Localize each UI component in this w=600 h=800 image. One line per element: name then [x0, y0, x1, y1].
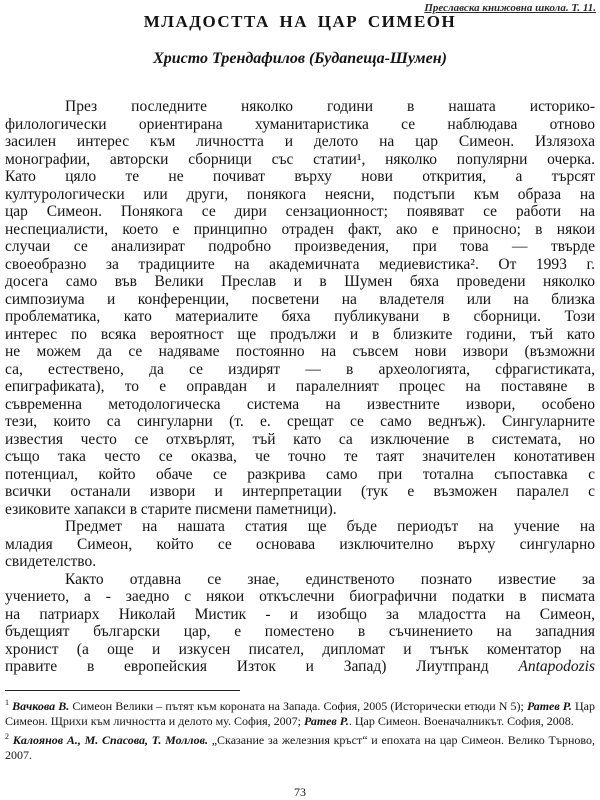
body-line-text: цар Симеон. Понякога се дири сензационност; появяват се работи на — [5, 203, 595, 220]
body-line — [5, 203, 595, 221]
body-line-text: учението, а - заедно с някои откъслечни биографични податки в писмата — [5, 588, 595, 605]
cited-author: Вачкова В. — [12, 699, 70, 713]
body-line-text: също така често се оказва, че точно те таят значителен конотативен — [5, 448, 595, 465]
footnotes — [5, 695, 595, 763]
cited-author: Ратев Р. — [304, 714, 349, 728]
article-title: МЛАДОСТТА НА ЦАР СИМЕОН — [143, 12, 457, 31]
body-line — [5, 343, 595, 361]
footnote-2 — [5, 729, 595, 763]
body-line — [5, 378, 595, 396]
body-line-text: всички останали извори и интерпретации (тук е възможен паралел с — [5, 483, 595, 500]
body-line-text: правите в европейския Изток и Запад) Лиутпранд — [5, 658, 489, 675]
body-line — [5, 256, 595, 274]
body-line-text: случаи се анализират подробно произведения, при това — твърде — [5, 238, 595, 255]
body-line-text: свидетелство. — [5, 553, 97, 570]
body-line-text: филологически ориентирана хуманитаристика се наблюдава отново — [5, 115, 595, 133]
body-line — [5, 291, 595, 309]
body-line-text: младия Симеон, който се основава изключително върху сингуларно — [5, 535, 595, 553]
footnote-number: 2 — [5, 732, 9, 741]
body-line-text: Предмет на нашата статия ще бъде периодът на учение на — [65, 518, 595, 535]
body-line — [5, 483, 595, 501]
body-line — [5, 466, 595, 484]
body-line — [5, 98, 595, 116]
body-line — [5, 186, 595, 204]
body-line-text: съвременна методологическа система на известните извори, особено — [5, 395, 595, 413]
body-line — [5, 553, 595, 571]
cited-author: Калоянов А., М. Спасова, Т. Моллов. — [12, 733, 208, 747]
body-line-text: потенциал, който обаче се разкрива само при тотална съпоставка с — [5, 465, 595, 483]
cited-author: Ратев Р. — [526, 699, 572, 713]
body-line — [5, 658, 595, 676]
body-line-text: своеобразно за традициите на академичната медиевистика². От 1993 г. — [5, 255, 595, 273]
body-line-text: Като цяло те не почиват върху нови открития, а търсят — [5, 168, 595, 185]
body-line — [5, 238, 595, 256]
body-line — [5, 413, 595, 431]
body-line — [5, 361, 595, 379]
article-body — [5, 98, 595, 676]
body-line — [5, 571, 595, 589]
citation-text: „Сказание за железния кръст“ и епохата на цар Симеон. Велико Търново, 2007. — [5, 733, 595, 762]
body-line-text: проблематика, като материалите бяха публикувани в сборници. Този — [5, 308, 595, 325]
body-line — [5, 396, 595, 414]
body-line-text: епиграфиката), то е оправдан и паралелният процес на поставяне в — [5, 378, 595, 395]
body-line-text: интерес по всяка вероятност ще продължи и в близките години, тъй като — [5, 325, 595, 343]
running-head: Преславска книжовна школа. Т. 11. — [424, 2, 596, 14]
body-line — [5, 501, 595, 519]
body-line-text: През последните няколко години в нашата историко- — [65, 98, 595, 115]
body-line — [5, 448, 595, 466]
body-line-text: бъдещият български цар, е поместено в съчинението на западния — [5, 623, 595, 640]
body-line — [5, 116, 595, 134]
body-line-text: са, естествено, да се издирят — в археологията, сфрагистиката, — [5, 360, 595, 378]
body-line-text: засилен интерес към личността и делото на цар Симеон. Излязоха — [5, 133, 595, 150]
body-line — [5, 151, 595, 169]
body-line — [5, 168, 595, 186]
body-line — [5, 641, 595, 659]
body-line — [5, 536, 595, 554]
body-line-text: не можем да се надяваме постоянно на съвсем нови извори (възможни — [5, 343, 595, 360]
body-line-text: монографии, авторски сборници със статии¹, няколко популярни очерка. — [5, 150, 595, 168]
citation-text: Симеон Велики – пътят към короната на Запада. София, 2005 (Исторически етюди N 5); — [69, 699, 527, 713]
citation-text: Цар Симеон. Щрихи към личността и делото му. София, 2007; — [5, 699, 595, 728]
body-line-text: симпозиума и конференции, посветени на владетеля или на близка — [5, 290, 595, 308]
body-line — [5, 606, 595, 624]
footnote-1 — [5, 695, 595, 729]
article-author: Христо Трендафилов (Будапеща-Шумен) — [153, 50, 447, 67]
page-number: 73 — [294, 785, 306, 799]
footnote-divider — [5, 690, 240, 691]
body-line-text: известия често се отхвърлят, тъй като са изключение в системата, но — [5, 430, 595, 448]
footnote-number: 1 — [5, 698, 9, 707]
body-line — [5, 308, 595, 326]
body-line — [5, 273, 595, 291]
body-line-text: Както отдавна се знае, единственото познато известие за — [65, 570, 595, 588]
body-line — [5, 133, 595, 151]
italic-term: Antapodozis — [518, 658, 596, 675]
citation-text: . Цар Симеон. Военачалникът. София, 2008. — [348, 714, 574, 728]
body-line-text: хронист (а още и изкусен писател, дипломат и тънък коментатор на — [5, 640, 595, 658]
body-line — [5, 431, 595, 449]
body-line — [5, 221, 595, 239]
body-line — [5, 623, 595, 641]
body-line-text: неспециалисти, което е принципно отраден факт, ако е приносно; в някои — [5, 220, 595, 238]
body-line-text: тези, които са сингуларни (т. е. срещат се само веднъж). Сингуларните — [5, 413, 595, 430]
body-line-text: досега само във Велики Преслав и в Шумен бяха проведени няколко — [5, 273, 595, 290]
body-line — [5, 588, 595, 606]
body-line-text: езиковите хапакси в старите писмени паметници). — [5, 500, 337, 518]
body-line — [5, 326, 595, 344]
body-line-text: културологически или други, понякога неясни, подстъпи към образа на — [5, 185, 595, 203]
body-line — [5, 518, 595, 536]
body-line-text: на патриарх Николай Мистик - и изобщо за младостта на Симеон, — [5, 605, 595, 623]
